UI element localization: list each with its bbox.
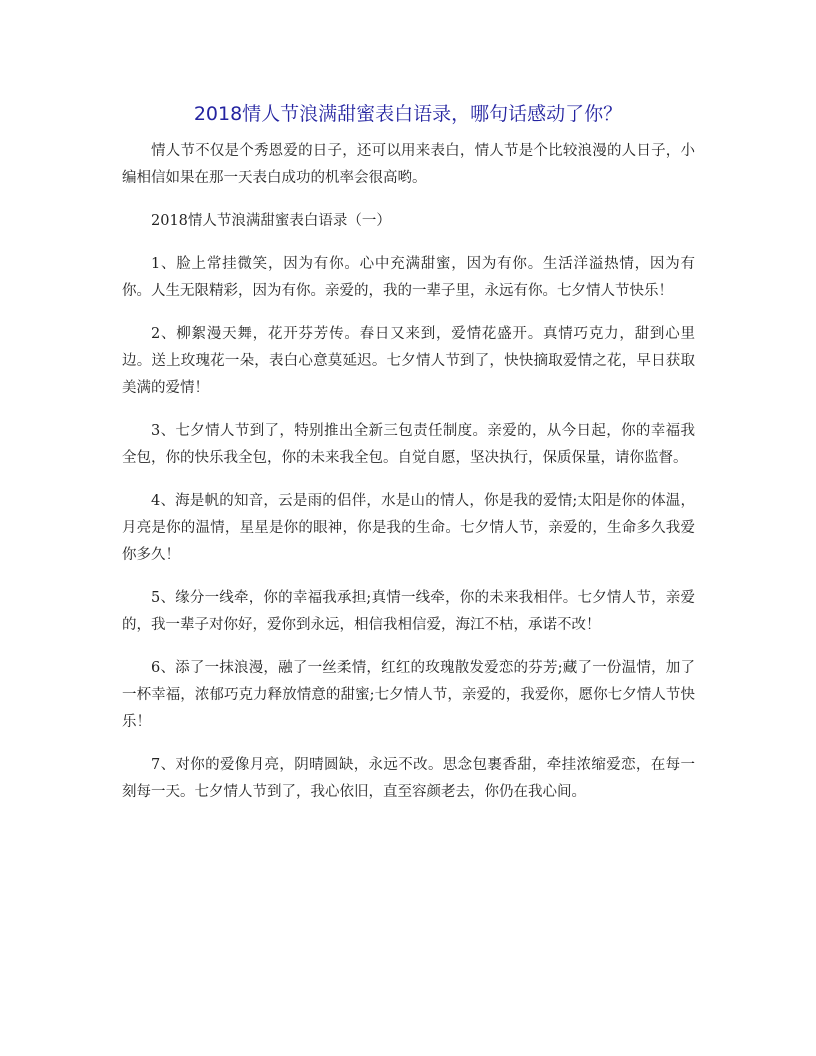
quote-item-3: 3、七夕情人节到了，特别推出全新三包责任制度。亲爱的，从今日起，你的幸福我全包，你的快乐我全包，你的未来我全包。自觉自愿，坚决执行，保质保量，请你监督。	[122, 423, 695, 466]
quote-item-2: 2、柳絮漫天舞，花开芬芳传。春日又来到，爱情花盛开。真情巧克力，甜到心里边。送上玫瑰花一朵，表白心意莫延迟。七夕情人节到了，快快摘取爱情之花，早日获取美满的爱情！	[122, 326, 695, 396]
document-body	[122, 138, 695, 822]
intro-paragraph: 情人节不仅是个秀恩爱的日子，还可以用来表白，情人节是个比较浪漫的人日子，小编相信如果在那一天表白成功的机率会很高哟。	[122, 143, 695, 186]
section-subtitle: 2018情人节浪满甜蜜表白语录（一）	[151, 213, 391, 229]
document-title: 2018情人节浪满甜蜜表白语录，哪句话感动了你？	[193, 103, 623, 125]
quote-item-5: 5、缘分一线牵，你的幸福我承担;真情一线牵，你的未来我相伴。七夕情人节，亲爱的，我一辈子对你好，爱你到永远，相信我相信爱，海江不枯，承诺不改！	[122, 590, 695, 633]
quote-item-4: 4、海是帆的知音，云是雨的侣伴，水是山的情人，你是我的爱情;太阳是你的体温，月亮是你的温情，星星是你的眼神，你是我的生命。七夕情人节，亲爱的，生命多久我爱你多久！	[122, 493, 695, 563]
quote-item-7: 7、对你的爱像月亮，阴晴圆缺，永远不改。思念包裹香甜，牵挂浓缩爱恋，在每一刻每一天。七夕情人节到了，我心依旧，直至容颜老去，你仍在我心间。	[122, 757, 695, 800]
quote-item-6: 6、添了一抹浪漫，融了一丝柔情，红红的玫瑰散发爱恋的芬芳;藏了一份温情，加了一杯幸福，浓郁巧克力释放情意的甜蜜;七夕情人节，亲爱的，我爱你，愿你七夕情人节快乐！	[122, 660, 695, 730]
quote-item-1: 1、脸上常挂微笑，因为有你。心中充满甜蜜，因为有你。生活洋溢热情，因为有你。人生无限精彩，因为有你。亲爱的，我的一辈子里，永远有你。七夕情人节快乐！	[122, 256, 695, 299]
